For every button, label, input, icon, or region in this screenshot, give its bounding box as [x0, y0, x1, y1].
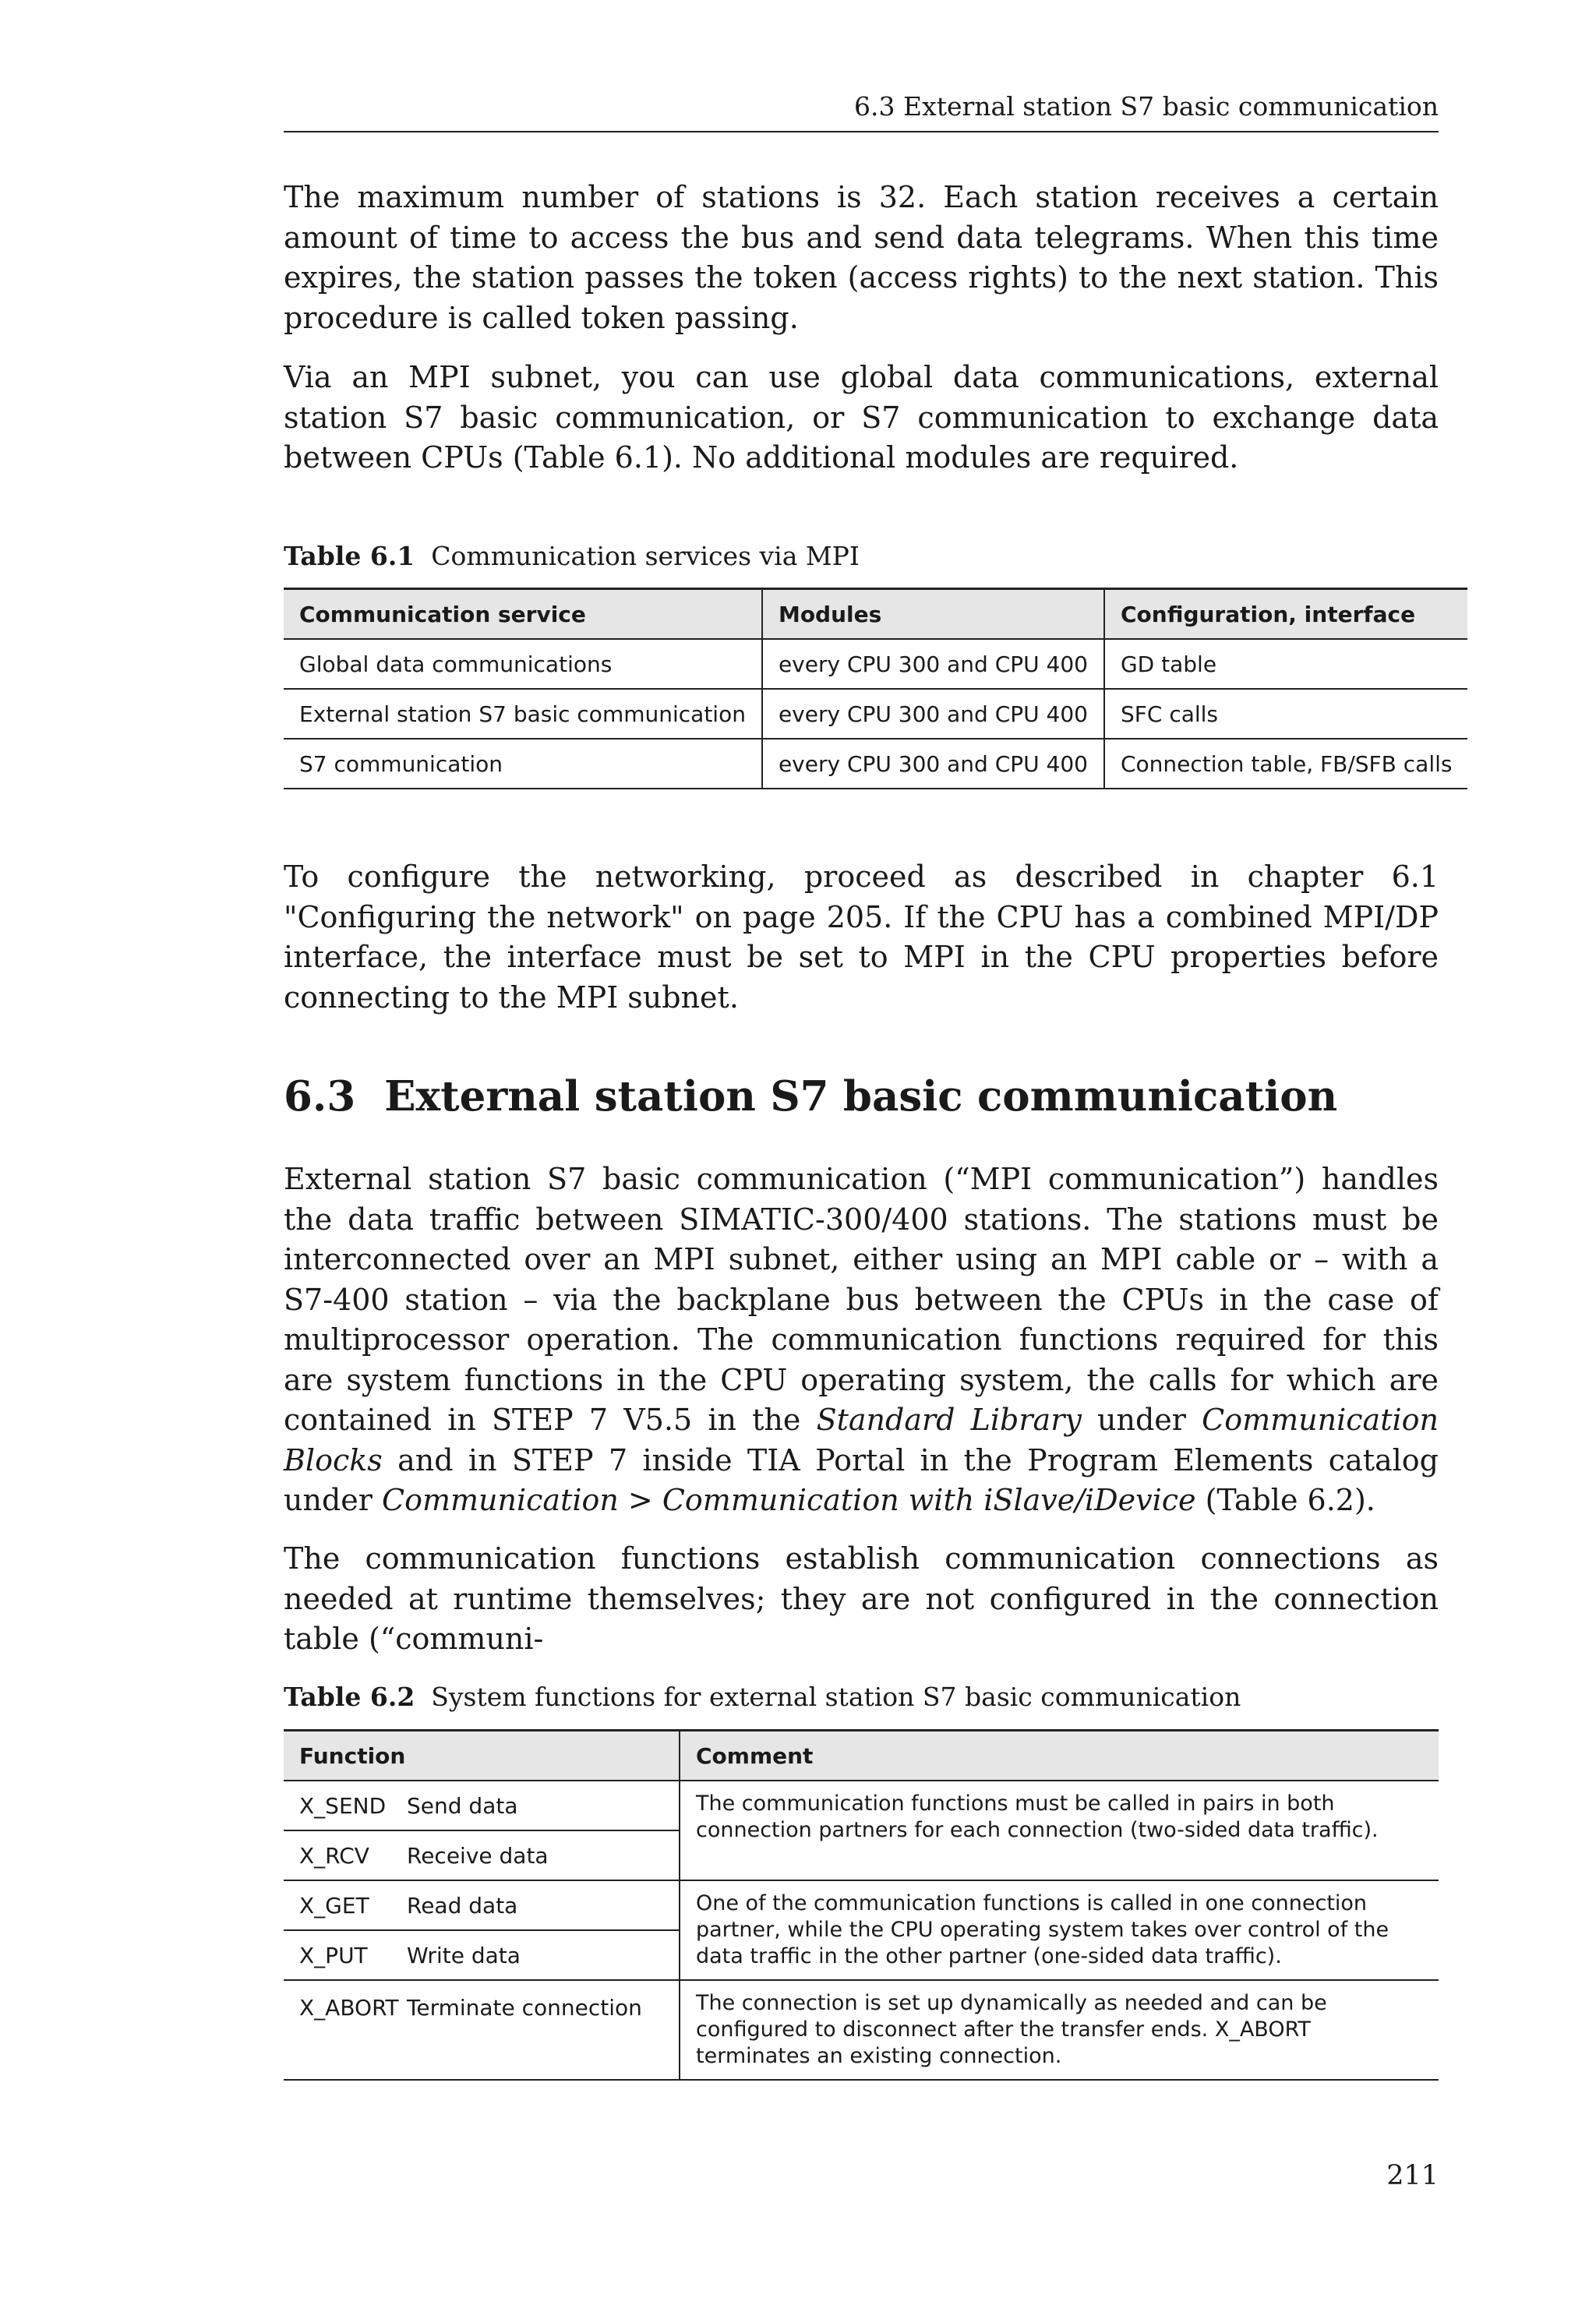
function-comment: One of the communication functions is called in one connection partner, while the CPU operating system takes over control of the data traffic in the other partner (one-sided data traffic).	[680, 1880, 1439, 1980]
table-row	[284, 1781, 1439, 1830]
column-header: Comment	[680, 1731, 1439, 1781]
table-row	[284, 739, 1467, 789]
text-run: (Table 6.2).	[1195, 1483, 1375, 1517]
table-cell: every CPU 300 and CPU 400	[762, 739, 1104, 789]
document-page	[284, 0, 1453, 2298]
table-6-2	[284, 1729, 1439, 2081]
column-header: Communication service	[284, 589, 762, 640]
table-cell: every CPU 300 and CPU 400	[762, 639, 1104, 689]
function-comment: The communication functions must be called in pairs in both connection partners for each connection (two-sided data traffic).	[680, 1781, 1439, 1880]
column-header: Function	[284, 1731, 680, 1781]
table-6-2-caption	[284, 1682, 1439, 1713]
table-header-row	[284, 589, 1467, 640]
function-name: X_GET	[284, 1880, 401, 1930]
function-name: X_PUT	[284, 1930, 401, 1980]
function-name: X_RCV	[284, 1830, 401, 1880]
function-description: Read data	[401, 1880, 680, 1930]
table-6-2-title: System functions for external station S7 basic communication	[431, 1682, 1241, 1712]
table-6-1-label: Table 6.1	[284, 541, 415, 571]
function-description: Send data	[401, 1781, 680, 1830]
table-cell: S7 communication	[284, 739, 762, 789]
italic-term: Standard Library	[816, 1403, 1082, 1437]
table-cell: every CPU 300 and CPU 400	[762, 689, 1104, 739]
section-title: External station S7 basic communication	[384, 1072, 1338, 1121]
function-name: X_SEND	[284, 1781, 401, 1830]
paragraph-token-passing: The maximum number of stations is 32. Each station receives a certain amount of time to access the bus and send data telegrams. When this time expires, the station passes the token (access rights) to the next station. This procedure is called token passing.	[284, 180, 1439, 335]
table-6-1-caption	[284, 541, 1439, 572]
paragraph-mpi-communication	[284, 1160, 1439, 1521]
table-6-2-label: Table 6.2	[284, 1682, 415, 1712]
italic-term: Communication Blocks	[284, 1403, 1439, 1477]
table-cell: Global data communications	[284, 639, 762, 689]
function-description: Terminate connection	[401, 1980, 680, 2080]
function-description: Receive data	[401, 1830, 680, 1880]
text-run: External station S7 basic communication (“MPI communication”) handles the data traffic between SIMATIC-300/400 stations. The stations must be interconnected over an MPI subnet, either using an MPI cable or – with a S7-400 station – via the backplane bus between the CPUs in the case of multiprocessor operation. The communication functions required for this are system functions in the CPU operating system, the calls for which are contained in STEP 7 V5.5 in the	[284, 1162, 1439, 1437]
italic-term: Communication > Communication with iSlave/iDevice	[382, 1483, 1196, 1517]
function-name: X_ABORT	[284, 1980, 401, 2080]
table-row	[284, 1880, 1439, 1930]
paragraph-mpi-subnet: Via an MPI subnet, you can use global data communications, external station S7 basic communication, or S7 communication to exchange data between CPUs (Table 6.1). No additional modules are required.	[284, 360, 1439, 475]
table-cell: GD table	[1104, 639, 1467, 689]
running-header: 6.3 External station S7 basic communication	[284, 86, 1439, 132]
page-number: 211	[1386, 2160, 1439, 2191]
function-comment: The connection is set up dynamically as needed and can be configured to disconnect after the transfer ends. X_ABORT terminates an existing connection.	[680, 1980, 1439, 2080]
paragraph-communication-functions: The communication functions establish communication connections as needed at runtime themselves; they are not configured in the connection table (“communi-	[284, 1541, 1439, 1656]
section-heading	[284, 1069, 1439, 1124]
table-row	[284, 689, 1467, 739]
column-header: Modules	[762, 589, 1104, 640]
table-6-1-title: Communication services via MPI	[431, 541, 860, 571]
text-run: and in STEP 7 inside TIA Portal in the Program Elements catalog under	[284, 1442, 1439, 1517]
text-run: under	[1081, 1403, 1202, 1437]
section-number: 6.3	[284, 1072, 356, 1121]
table-row	[284, 1980, 1439, 2080]
function-description: Write data	[401, 1930, 680, 1980]
table-6-1	[284, 588, 1467, 789]
table-cell: SFC calls	[1104, 689, 1467, 739]
table-cell: External station S7 basic communication	[284, 689, 762, 739]
column-header: Configuration, interface	[1104, 589, 1467, 640]
paragraph-configure-networking: To configure the networking, proceed as described in chapter 6.1 "Configuring the network" on page 205. If the CPU has a combined MPI/DP interface, the interface must be set to MPI in the CPU properties before connecting to the MPI subnet.	[284, 860, 1439, 1015]
table-row	[284, 639, 1467, 689]
table-cell: Connection table, FB/SFB calls	[1104, 739, 1467, 789]
table-header-row	[284, 1731, 1439, 1781]
